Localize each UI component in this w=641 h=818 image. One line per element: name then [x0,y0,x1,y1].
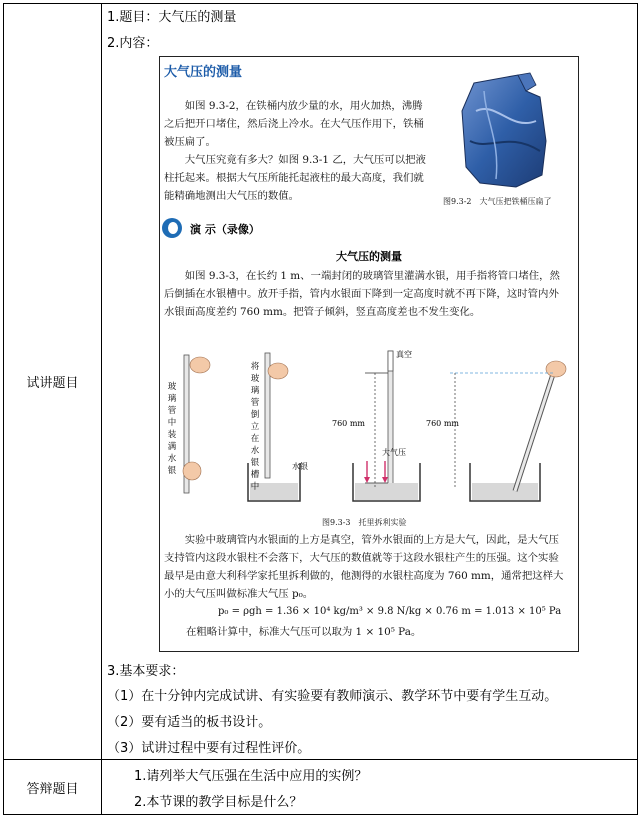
label-tube-inverted: 将玻璃管倒立在水银槽中 [250,362,260,492]
paragraph-2: 大气压究竟有多大？如图 9.3-1 乙，大气压可以把液柱托起来。根据大气压所能托起液柱的最大高度，我们就能精确地测出大气压的数值。 [164,154,426,202]
defense-question-1: 1.请列举大气压强在生活中应用的实例？ [134,769,368,784]
label-atm-pressure: 大气压 [382,448,406,457]
label-vacuum: 真空 [396,350,412,359]
topic-title: 1.题目：大气压的测量 [107,10,237,25]
paragraph-4: 在粗略计算中，标准大气压可以取为 1 × 10⁵ Pa。 [186,626,422,638]
demo-paragraph: 如图 9.3-3，在长约 1 m、一端封闭的玻璃管里灌满水银，用手指将管口堵住，然后倒插在水银槽中。放开手指，管内水银面下降到一定高度时就不再下降，这时管内外水银面高度差约 760 mm。把管子倾斜，竖直高度差也不发生变化。 [164,270,560,318]
torricelli-diagram [160,343,578,513]
formula: p₀ = ρgh = 1.36 × 10⁴ kg/m³ × 9.8 N/kg × 0.76 m = 1.013 × 10⁵ Pa [218,606,562,617]
requirements-heading: 3.基本要求： [107,664,185,679]
paragraph-3: 实验中玻璃管内水银面的上方是真空，管外水银面的上方是大气，因此，是大气压支持管内这段水银柱不会落下，大气压的数值就等于这段水银柱产生的压强。这个实验最早是由意大利科学家托里拆利做的，他测得的水银柱高度为 760 mm，通常把这样大小的大气压叫做标准大气压 p₀。 [164,534,564,600]
section-title: 大气压的测量 [164,65,243,80]
label-mercury: 水银 [292,462,308,471]
crushed-can-image [456,71,554,191]
demo-title: 大气压的测量 [336,250,402,263]
requirement-2: （2）要有适当的板书设计。 [107,715,272,730]
figure-9-3-2-caption: 图9.3-2 大气压把铁桶压扁了 [443,197,552,206]
label-760mm-b: 760 mm [426,419,459,428]
requirement-1: （1）在十分钟内完成试讲、有实验要有教师演示、教学环节中要有学生互动。 [107,689,558,704]
demo-label: 演 示（录像） [190,223,260,236]
row-label-defense: 答辩题目 [26,781,79,797]
paragraph-1: 如图 9.3-2，在铁桶内放少量的水，用火加热，沸腾之后把开口堵住，然后浇上冷水。在大气压作用下，铁桶被压扁了。 [164,100,424,148]
label-tube-filled: 玻璃管中装满水银 [167,382,177,476]
textbook-excerpt [159,56,579,652]
label-760mm-a: 760 mm [332,419,365,428]
defense-question-2: 2.本节课的教学目标是什么？ [134,795,303,810]
content-heading: 2.内容： [107,36,159,51]
requirement-3: （3）试讲过程中要有过程性评价。 [107,741,311,756]
row-label-trial-lecture: 试讲题目 [26,376,79,391]
demo-icon [162,218,182,238]
figure-9-3-3-caption: 图9.3-3 托里拆利实验 [322,518,407,527]
